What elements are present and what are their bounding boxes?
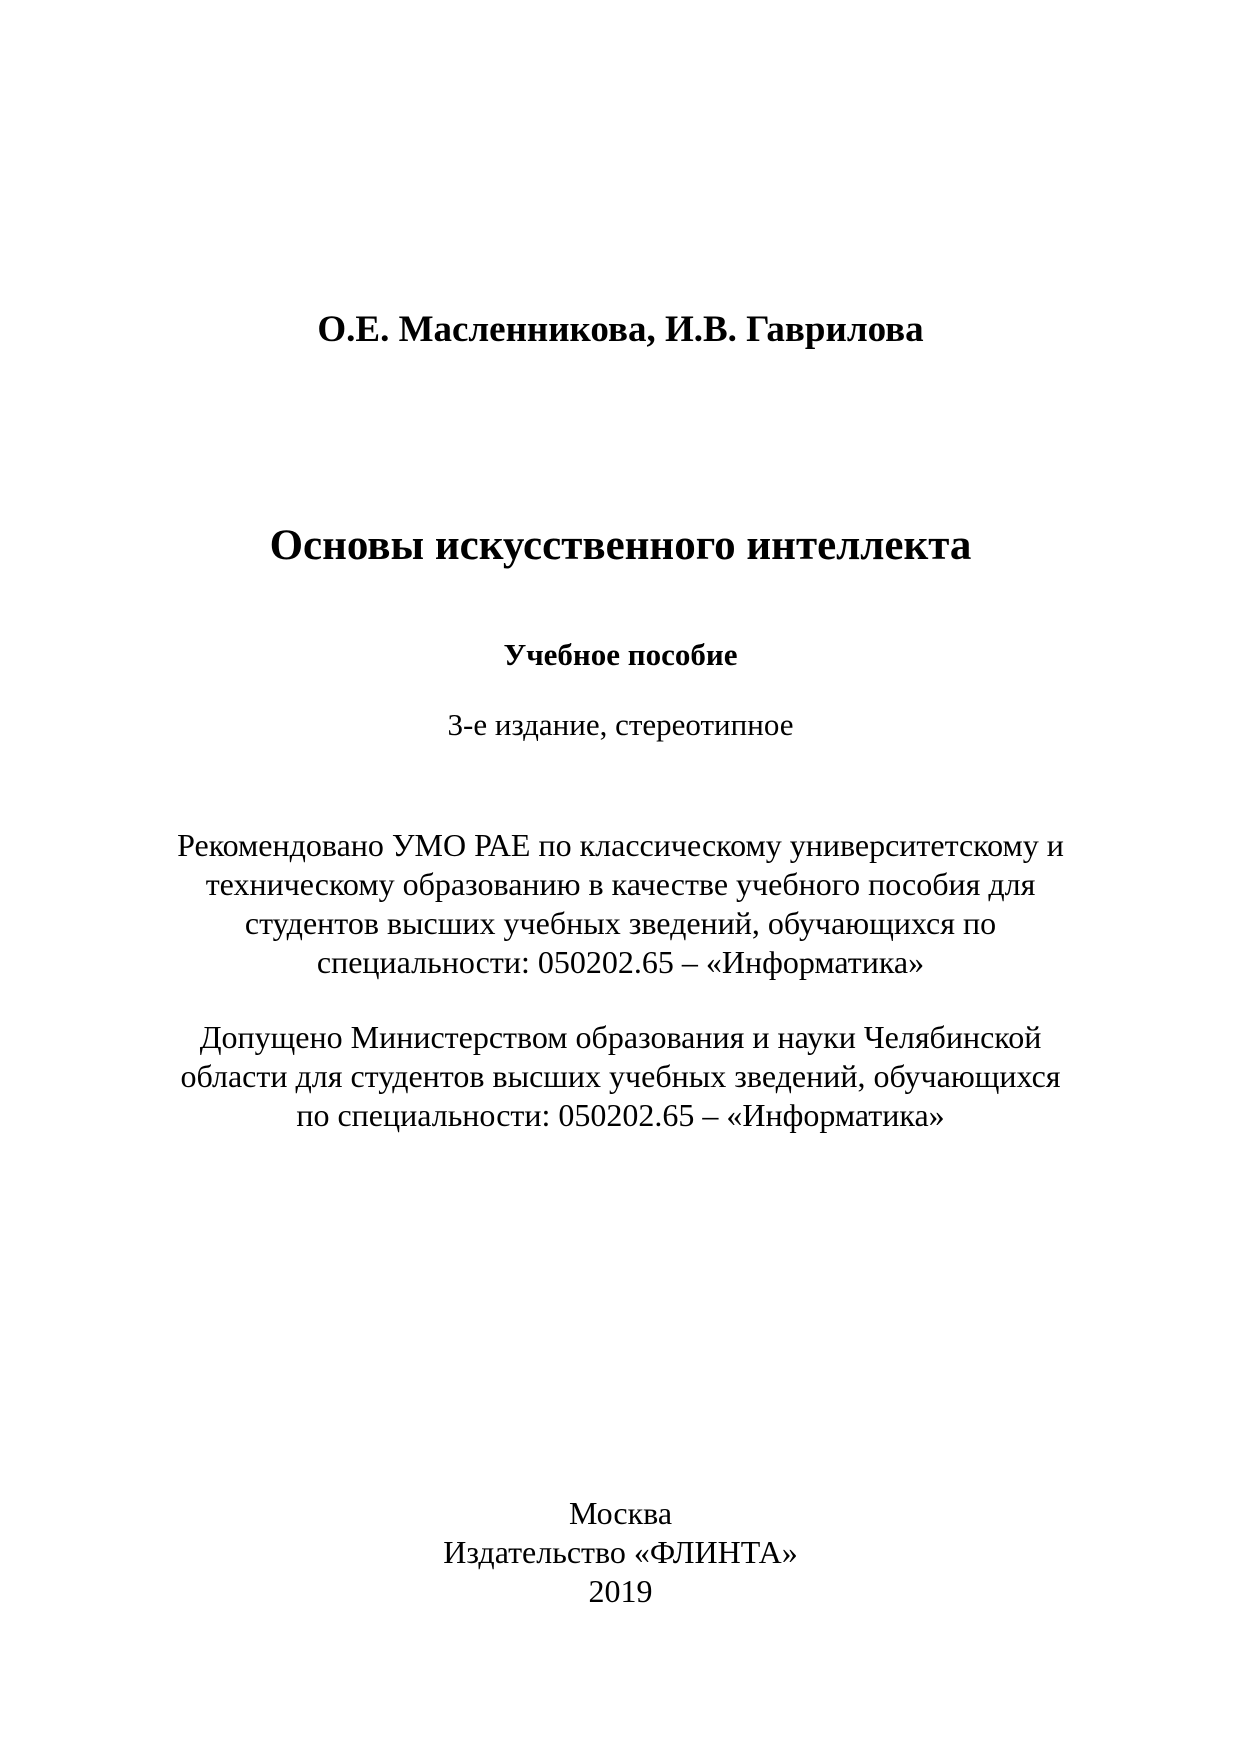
recommendation-line: техническому образованию в качестве учебного пособия для <box>205 866 1036 902</box>
edition-note: 3-е издание, стереотипное <box>447 707 794 742</box>
book-title: Основы искусственного интеллекта <box>269 522 972 569</box>
recommendation-line: студентов высших учебных зведений, обучающихся по <box>244 905 997 941</box>
approval-line: области для студентов высших учебных зведений, обучающихся <box>180 1058 1061 1094</box>
approval-line: по специальности: 050202.65 – «Информатика» <box>296 1097 945 1133</box>
book-subtitle: Учебное пособие <box>503 637 738 672</box>
recommendation-line: специальности: 050202.65 – «Информатика» <box>316 944 925 980</box>
imprint-year: 2019 <box>588 1573 653 1609</box>
approval-note <box>0 1018 1241 1135</box>
imprint <box>0 1494 1241 1611</box>
approval-line: Допущено Министерством образования и науки Челябинской <box>199 1019 1042 1055</box>
imprint-publisher: Издательство «ФЛИНТА» <box>443 1534 798 1570</box>
recommendation-line: Рекомендовано УМО РАЕ по классическому университетскому и <box>177 827 1064 863</box>
authors: О.Е. Масленникова, И.В. Гаврилова <box>317 309 924 350</box>
imprint-city: Москва <box>568 1495 673 1531</box>
recommendation-note <box>0 826 1241 982</box>
